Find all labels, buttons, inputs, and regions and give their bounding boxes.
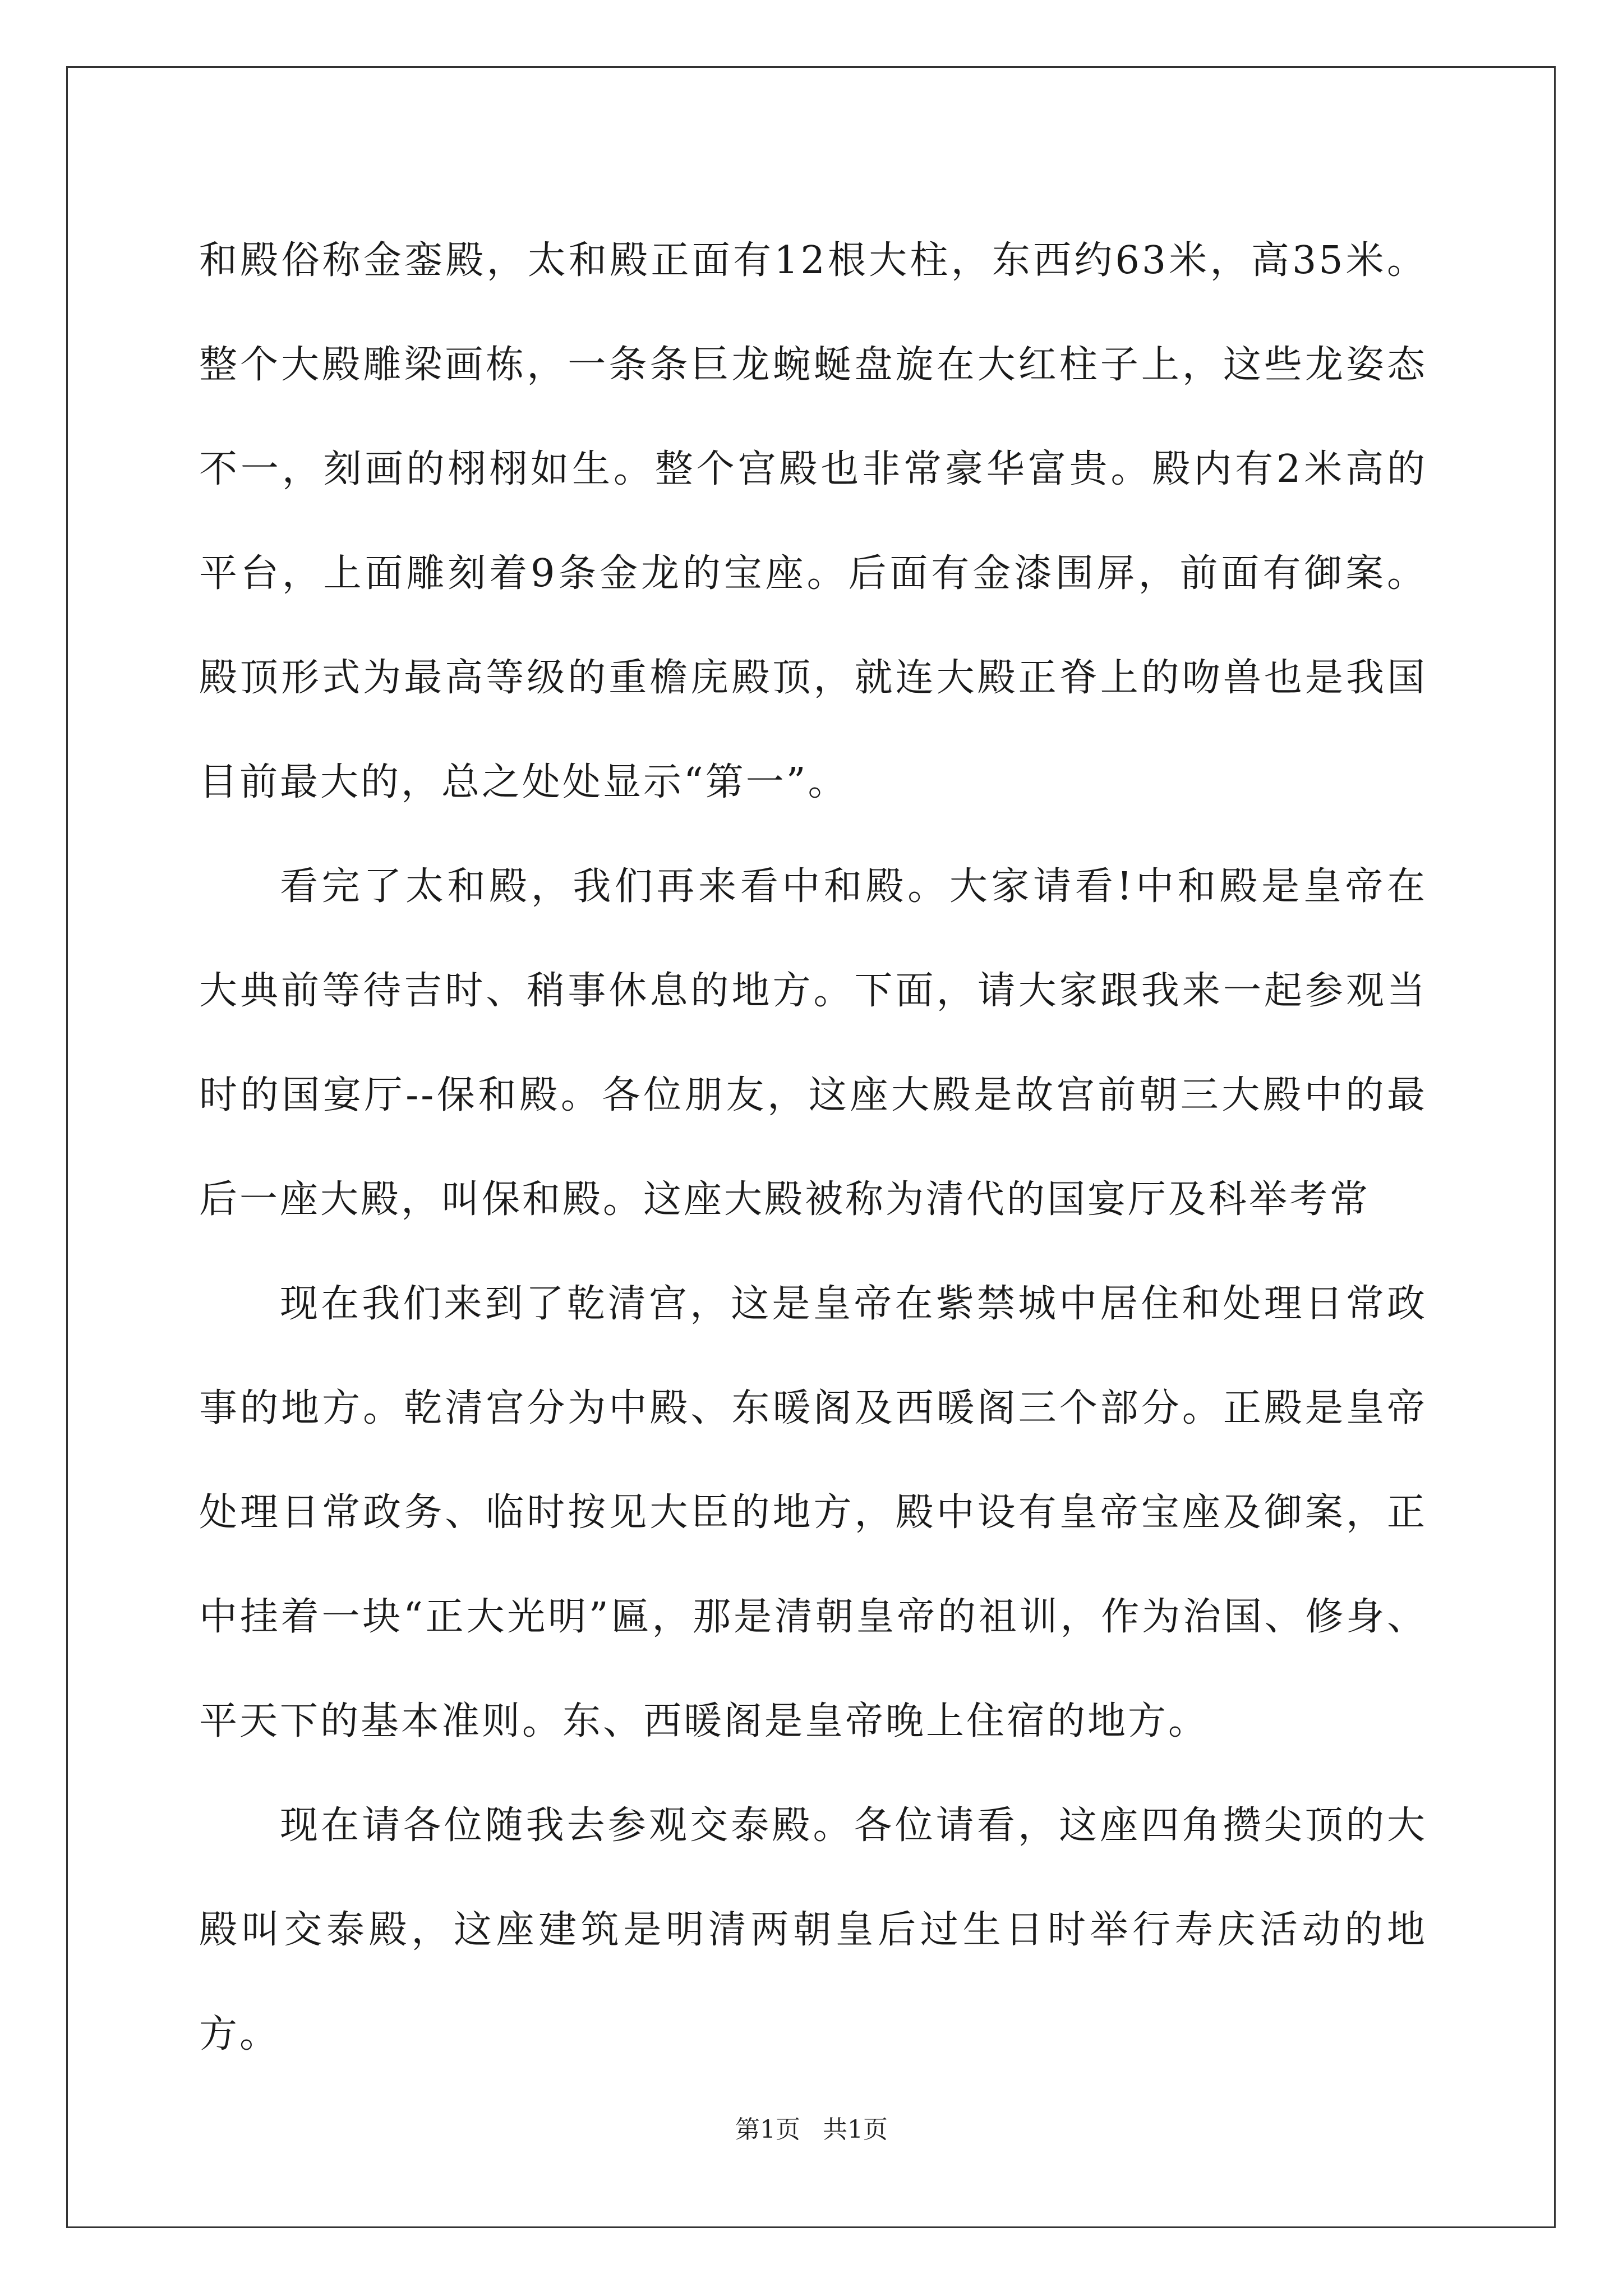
page-number: 第1页 — [735, 2115, 800, 2144]
paragraph-4: 现在请各位随我去参观交泰殿。各位请看，这座四角攒尖顶的大殿叫交泰殿，这座建筑是明清两朝皇后过生日时举行寿庆活动的地方。 — [199, 1803, 1427, 2056]
page-footer — [0, 2109, 1623, 2145]
paragraph-2: 看完了太和殿，我们再来看中和殿。大家请看!中和殿是皇帝在大典前等待吉时、稍事休息的地方。下面，请大家跟我来一起参观当时的国宴厅--保和殿。各位朋友，这座大殿是故宫前朝三大殿中的最后一座大殿，叫保和殿。这座大殿被称为清代的国宴厅及科举考常 — [199, 864, 1428, 1222]
page-total: 共1页 — [823, 2115, 888, 2144]
paragraph-3: 现在我们来到了乾清宫，这是皇帝在紫禁城中居住和处理日常政事的地方。乾清宫分为中殿、东暖阁及西暖阁三个部分。正殿是皇帝处理日常政务、临时按见大臣的地方，殿中设有皇帝宝座及御案，正中挂着一块“正大光明”匾，那是清朝皇帝的祖训，作为治国、修身、平天下的基本准则。东、西暖阁是皇帝晚上住宿的地方。 — [199, 1282, 1427, 1743]
paragraph-1: 和殿俗称金銮殿，太和殿正面有12根大柱，东西约63米，高35米。整个大殿雕梁画栋，一条条巨龙蜿蜒盘旋在大红柱子上，这些龙姿态不一，刻画的栩栩如生。整个宫殿也非常豪华富贵。殿内有2米高的平台，上面雕刻着9条金龙的宝座。后面有金漆围屏，前面有御案。殿顶形式为最高等级的重檐庑殿顶，就连大殿正脊上的吻兽也是我国目前最大的，总之处处显示“第一”。 — [199, 238, 1427, 804]
document-body — [199, 209, 1427, 2087]
